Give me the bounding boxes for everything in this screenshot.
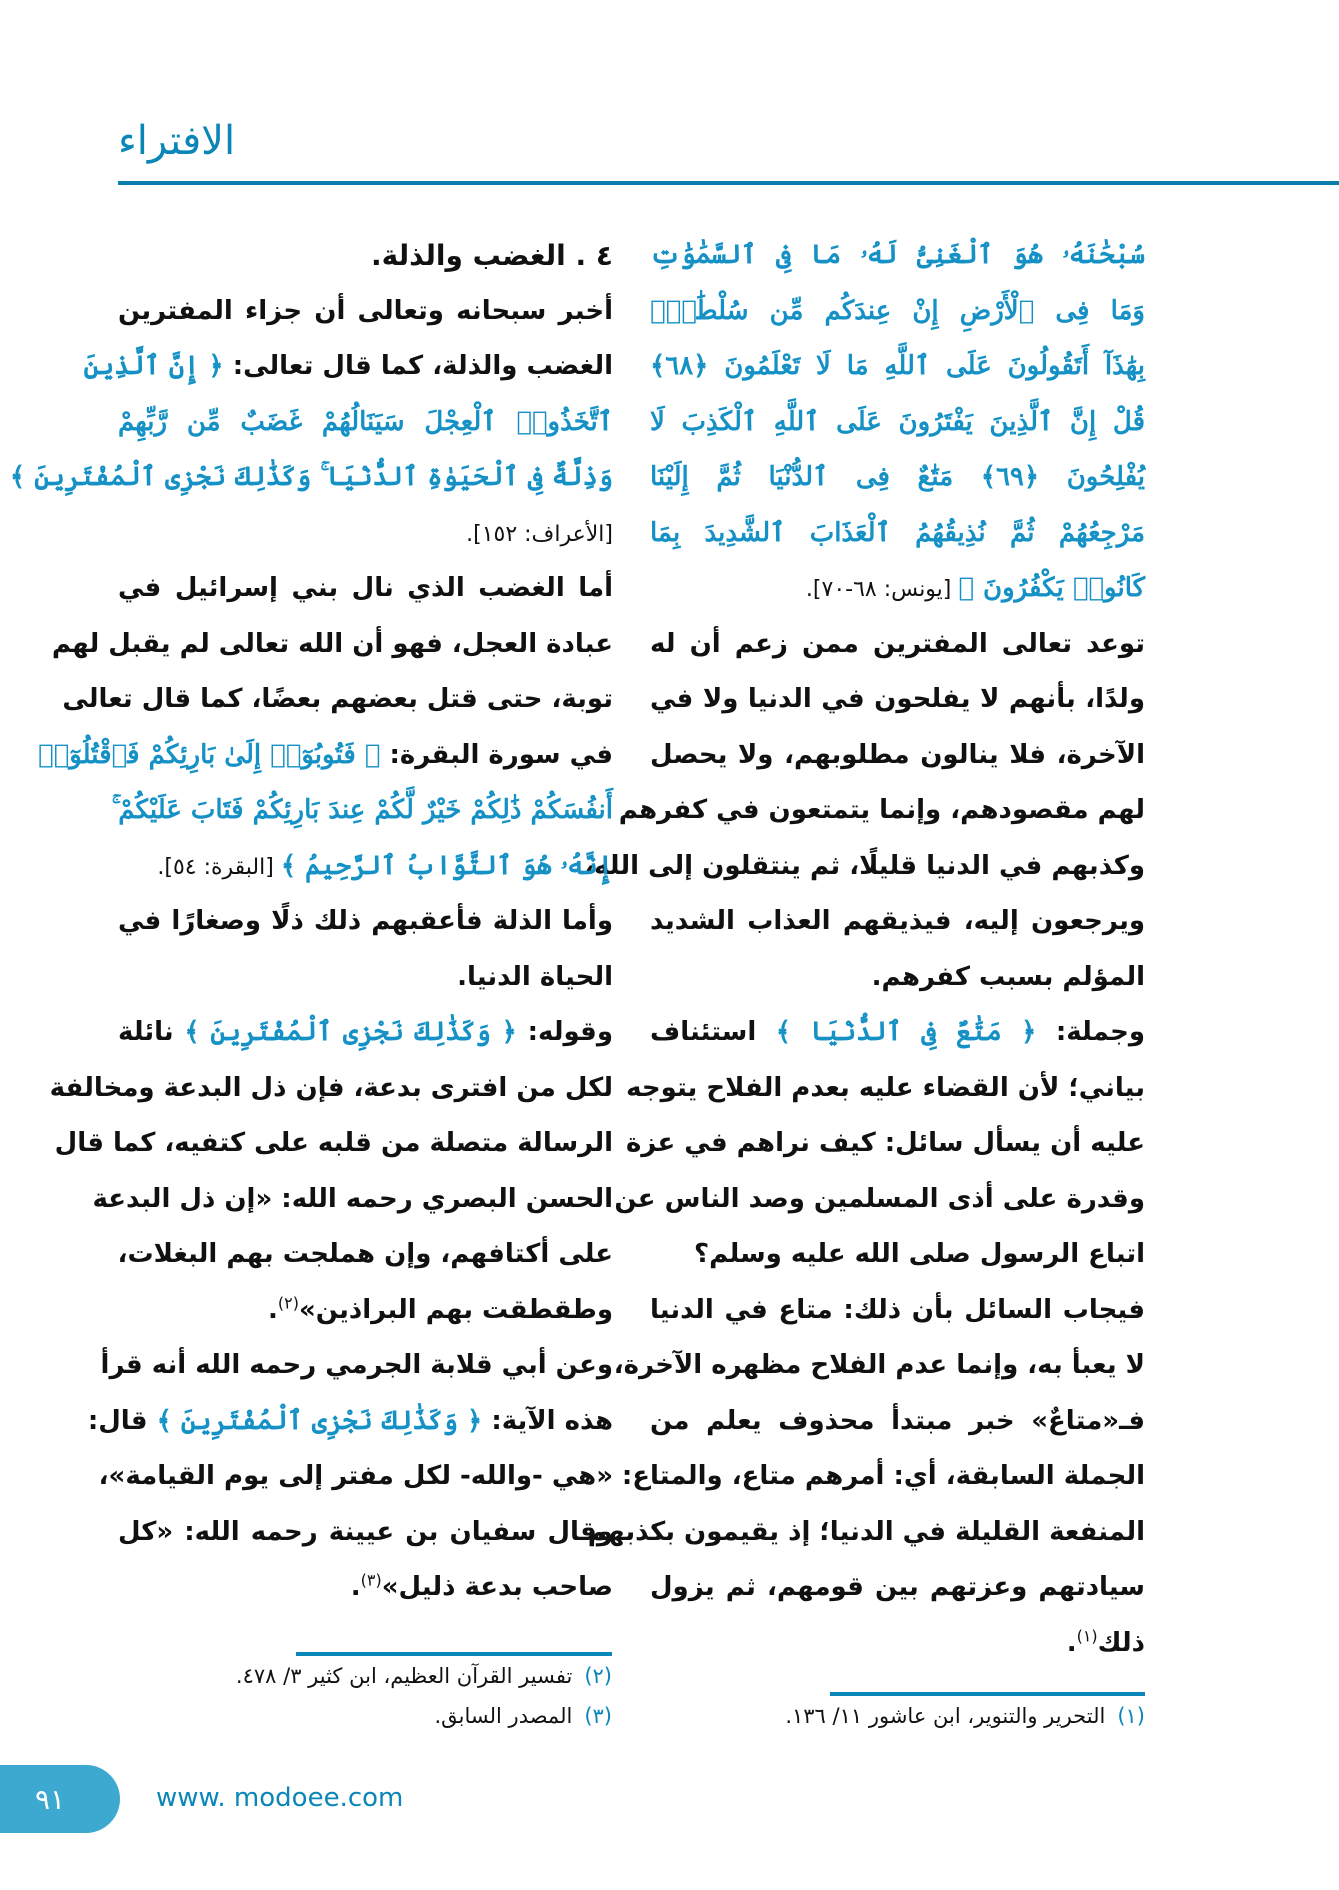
quran-verse: قُلْ إِنَّ ٱلَّذِينَ يَفْتَرُونَ عَلَى ٱللَّهِ ٱلْكَذِبَ لَا — [650, 406, 1145, 437]
text-line — [51, 617, 613, 673]
text-line — [650, 950, 1145, 1006]
body-text: توبة، حتى قتل بعضهم بعضًا، كما قال تعالى — [62, 684, 613, 714]
footnote-marker[interactable]: (٣) — [360, 1570, 382, 1590]
body-text: المنفعة القليلة في الدنيا؛ إذ يقيمون بكذبهم — [587, 1516, 1145, 1547]
footnote-number: (١) — [1117, 1704, 1145, 1728]
footnote-number: (٣) — [584, 1704, 612, 1728]
footnote-text: تفسير القرآن العظيم، ابن كثير ٣/ ٤٧٨. — [235, 1664, 573, 1688]
quran-verse: يُفْلِحُونَ ﴿٦٩﴾ مَتَٰعٌ فِى ٱلدُّنْيَا ثُمَّ إِلَيْنَا — [650, 462, 1146, 492]
body-text: في سورة البقرة: — [380, 739, 613, 770]
quran-verse: كَانُوا۟ يَكْفُرُونَ ﴾ — [958, 573, 1145, 603]
text-line — [118, 1283, 613, 1339]
section-heading: ٤ . الغضب والذلة. — [371, 239, 613, 272]
footnote-1 — [785, 1704, 1145, 1728]
paragraph — [650, 228, 1145, 617]
text-line — [650, 672, 1145, 728]
text-line — [650, 561, 1145, 617]
text-line — [650, 228, 1145, 284]
body-text: بياني؛ لأن القضاء عليه بعدم الفلاح يتوجه — [626, 1072, 1145, 1103]
body-text: اتباع الرسول صلى الله عليه وسلم؟ — [693, 1239, 1145, 1269]
paragraph — [584, 617, 1145, 1006]
text-line — [118, 950, 613, 1006]
body-text: فـ«متاعٌ» خبر مبتدأ محذوف يعلم من — [650, 1405, 1145, 1436]
body-text: وكذبهم في الدنيا قليلًا، ثم ينتقلون إلى الله، — [584, 850, 1145, 881]
body-text: وقوله: — [516, 1017, 613, 1047]
paragraph — [118, 894, 613, 1005]
body-text: وقال سفيان بن عيينة رحمه الله: «كل — [118, 1516, 613, 1547]
text-line — [613, 1338, 1145, 1394]
body-text: نائلة — [118, 1017, 185, 1047]
body-text: وطقطقت بهم البراذين» — [298, 1294, 613, 1325]
text-line — [118, 1560, 613, 1616]
paragraph — [587, 1283, 1145, 1672]
text-line — [38, 728, 613, 784]
text-line — [650, 506, 1145, 562]
body-text: عليه أن يسأل سائل: كيف نراهم في عزة — [625, 1128, 1145, 1158]
body-text: صاحب بدعة ذليل» — [381, 1572, 613, 1602]
page-number-badge — [0, 1765, 120, 1833]
left-column — [9, 228, 613, 1616]
body-text: الحسن البصري رحمه الله: «إن ذل البدعة — [92, 1183, 613, 1214]
quran-verse: سُبْحَٰنَهُۥ هُوَ ٱلْغَنِىُّ لَهُۥ مَا فِى ٱلسَّمَٰوَٰتِ — [650, 240, 1145, 270]
text-line — [650, 1283, 1145, 1339]
body-text: . — [350, 1572, 361, 1602]
quran-verse: ٱتَّخَذُوا۟ ٱلْعِجْلَ سَيَنَالُهُمْ غَضَبٌ مِّن رَّبِّهِمْ — [118, 406, 613, 437]
body-text: الغضب والذلة، كما قال تعالى: — [223, 351, 613, 381]
verse-reference: [البقرة: ٥٤]. — [157, 854, 281, 880]
text-line — [650, 1616, 1145, 1672]
body-text: «هي -والله- لكل مفتر إلى يوم القيامة»، — [98, 1461, 613, 1491]
text-line — [92, 1172, 613, 1228]
verse-reference: [الأعراف: ١٥٢]. — [466, 521, 613, 547]
body-text: ذلك — [1097, 1627, 1145, 1658]
footnote-marker[interactable]: (٢) — [277, 1292, 299, 1312]
text-line — [650, 1005, 1145, 1061]
text-line — [83, 339, 613, 395]
text-line — [118, 284, 613, 340]
body-text: الجملة السابقة، أي: أمرهم متاع، والمتاع: — [621, 1461, 1145, 1491]
text-line — [618, 783, 1145, 839]
body-text: أخبر سبحانه وتعالى أن جزاء المفترين — [118, 295, 613, 326]
text-line — [621, 1449, 1145, 1505]
text-line — [54, 1116, 613, 1172]
text-line — [625, 1116, 1145, 1172]
footnote-rule-right — [830, 1692, 1145, 1696]
quran-verse: ﴿ مَتَٰعٌ فِى ٱلدُّنْيَا ﴾ — [775, 1017, 1037, 1047]
text-line — [98, 1449, 613, 1505]
quran-verse: ﴿ إِنَّ ٱلَّذِينَ — [83, 351, 224, 381]
text-line — [626, 1061, 1145, 1117]
quran-verse: وَذِلَّةٌ فِى ٱلْحَيَوٰةِ ٱلدُّنْيَا ۚ وَكَذَٰلِكَ نَجْزِى ٱلْمُفْتَرِينَ ﴾ — [9, 462, 613, 492]
text-line — [650, 339, 1145, 395]
quran-verse: ﴿ وَكَذَٰلِكَ نَجْزِى ٱلْمُفْتَرِينَ ﴾ — [184, 1017, 517, 1047]
quran-verse: ﴿ فَتُوبُوٓا۟ إِلَىٰ بَارِئِكُمْ فَٱقْتُلُوٓا۟ — [38, 739, 381, 770]
body-text: . — [267, 1294, 278, 1325]
quran-verse: بِهَٰذَآ أَتَقُولُونَ عَلَى ٱللَّهِ مَا لَا تَعْلَمُونَ ﴿٦٨﴾ — [650, 351, 1145, 381]
text-line — [650, 1394, 1145, 1450]
text-line — [49, 1061, 613, 1117]
text-line — [62, 672, 613, 728]
text-line — [118, 894, 613, 950]
body-text: استئناف — [650, 1017, 776, 1047]
body-text: وجملة: — [1036, 1017, 1145, 1047]
body-text: فيجاب السائل بأن ذلك: متاع في الدنيا — [650, 1294, 1145, 1325]
body-text: وأما الذلة فأعقبهم ذلك ذلًا وصغارًا في — [118, 906, 613, 936]
body-text: لا يعبأ به، وإنما عدم الفلاح مظهره الآخرة، — [613, 1350, 1145, 1380]
footnote-number: (٢) — [584, 1664, 612, 1688]
text-line — [650, 284, 1145, 340]
body-text: وقدرة على أذى المسلمين وصد الناس عن — [614, 1183, 1145, 1214]
right-column — [584, 228, 1146, 1671]
text-line — [118, 395, 613, 451]
text-line — [118, 1227, 613, 1283]
text-line — [118, 1005, 613, 1061]
footnote-rule-left — [296, 1652, 612, 1656]
header-rule — [118, 181, 1339, 185]
footnote-marker[interactable]: (١) — [1076, 1625, 1098, 1645]
text-line — [118, 1505, 613, 1561]
body-text: أما الغضب الذي نال بني إسرائيل في — [118, 573, 613, 603]
text-line — [650, 450, 1145, 506]
body-text: الحياة الدنيا. — [457, 961, 613, 992]
body-text: هذه الآية: — [482, 1405, 613, 1436]
body-text: قال: — [87, 1405, 157, 1436]
body-text: الآخرة، فلا ينالون مطلوبهم، ولا يحصل — [650, 739, 1145, 770]
body-text: لكل من افترى بدعة، فإن ذل البدعة ومخالفة — [49, 1072, 613, 1103]
text-line — [650, 395, 1145, 451]
body-text: الرسالة متصلة من قلبه على كتفيه، كما قال — [54, 1128, 613, 1158]
text-line — [584, 839, 1145, 895]
text-line — [650, 728, 1145, 784]
text-line — [100, 1338, 613, 1394]
footnote-2 — [236, 1664, 612, 1688]
body-text: ولدًا، بأنهم لا يفلحون في الدنيا ولا في — [650, 684, 1145, 714]
text-line — [650, 617, 1145, 673]
body-text: وعن أبي قلابة الجرمي رحمه الله أنه قرأ — [100, 1350, 613, 1380]
body-text: المؤلم بسبب كفرهم. — [871, 961, 1145, 992]
paragraph — [38, 561, 613, 894]
text-line — [118, 506, 613, 562]
body-text: لهم مقصودهم، وإنما يتمتعون في كفرهم — [618, 795, 1145, 825]
body-text: على أكتافهم، وإن هملجت بهم البغلات، — [117, 1239, 613, 1269]
paragraph — [49, 1005, 613, 1338]
body-text: توعد تعالى المفترين ممن زعم أن له — [650, 628, 1145, 659]
text-line — [650, 1560, 1145, 1616]
text-line — [118, 561, 613, 617]
text-line — [650, 894, 1145, 950]
quran-verse: وَمَا فِى ٱلْأَرْضِ إِنْ عِندَكُم مِّن سُلْطَٰنٍۭ — [650, 295, 1145, 326]
footnote-3 — [434, 1704, 612, 1728]
paragraph — [614, 1005, 1145, 1283]
footer-url: www. modoee.com — [156, 1783, 404, 1813]
quran-verse: إِنَّهُۥ هُوَ ٱلتَّوَّابُ ٱلرَّحِيمُ ﴾ — [280, 850, 613, 881]
body-text: ويرجعون إليه، فيذيقهم العذاب الشديد — [650, 906, 1145, 936]
page-number: ٩١ — [34, 1782, 66, 1816]
text-line — [650, 1227, 1145, 1283]
text-line — [587, 1505, 1145, 1561]
running-header-title: الافتراء — [118, 118, 236, 164]
paragraph — [9, 284, 613, 562]
paragraph — [87, 1338, 613, 1616]
quran-verse: ﴿ وَكَذَٰلِكَ نَجْزِى ٱلْمُفْتَرِينَ ﴾ — [156, 1405, 483, 1436]
body-text: سيادتهم وعزتهم بين قومهم، ثم يزول — [650, 1572, 1145, 1602]
footnote-text: التحرير والتنوير، ابن عاشور ١١/ ١٣٦. — [785, 1704, 1106, 1728]
body-text: عبادة العجل، فهو أن الله تعالى لم يقبل لهم — [51, 628, 613, 659]
footnote-text: المصدر السابق. — [434, 1704, 573, 1728]
text-line — [9, 450, 613, 506]
body-text: . — [1066, 1627, 1077, 1658]
quran-verse: أَنفُسَكُمْ ذَٰلِكُمْ خَيْرٌ لَّكُمْ عِندَ بَارِئِكُمْ فَتَابَ عَلَيْكُمْ ۚ — [111, 795, 613, 825]
verse-reference: [يونس: ٦٨-٧٠]. — [805, 577, 959, 602]
text-line — [614, 1172, 1145, 1228]
text-line — [111, 783, 613, 839]
text-line — [118, 839, 613, 895]
quran-verse: مَرْجِعُهُمْ ثُمَّ نُذِيقُهُمُ ٱلْعَذَابَ ٱلشَّدِيدَ بِمَا — [650, 517, 1145, 548]
text-line — [87, 1394, 613, 1450]
